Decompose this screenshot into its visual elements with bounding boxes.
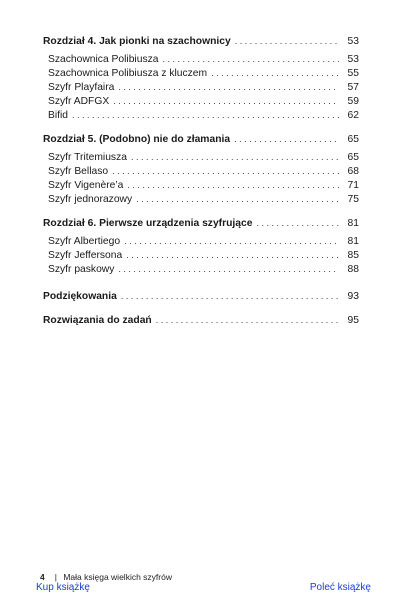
running-book-title: Mała księga wielkich szyfrów — [63, 572, 172, 582]
toc-entry-page: 57 — [347, 82, 359, 93]
toc-entry-title: Szyfr Playfaira — [48, 82, 115, 93]
toc-entry-page: 81 — [347, 236, 359, 247]
toc-entry-page: 68 — [347, 166, 359, 177]
recommend-book-link[interactable]: Poleć książkę — [309, 582, 371, 593]
table-of-contents — [43, 34, 359, 327]
toc-entry-page: 75 — [347, 194, 359, 205]
footer-separator: | — [54, 572, 57, 582]
toc-section — [43, 248, 359, 262]
buy-book-link[interactable]: Kup książkę — [36, 582, 90, 593]
toc-entry-page: 88 — [347, 264, 359, 275]
dot-leader — [72, 108, 339, 122]
toc-entry-title: Szyfr paskowy — [48, 264, 115, 275]
dot-leader — [136, 192, 339, 206]
toc-section — [43, 108, 359, 122]
dot-leader — [118, 80, 339, 94]
toc-section — [43, 164, 359, 178]
dot-leader — [118, 262, 339, 276]
toc-entry-page: 71 — [347, 180, 359, 191]
dot-leader — [235, 34, 339, 48]
dot-leader — [162, 52, 339, 66]
toc-entry-title: Rozdział 6. Pierwsze urządzenia szyfrujące — [43, 218, 253, 229]
toc-chapter-5 — [43, 132, 359, 146]
toc-chapter-4 — [43, 34, 359, 48]
toc-entry-page: 65 — [347, 134, 359, 145]
dot-leader — [124, 234, 339, 248]
dot-leader — [256, 216, 339, 230]
dot-leader — [113, 94, 339, 108]
toc-entry-title: Rozwiązania do zadań — [43, 315, 152, 326]
page-footer — [40, 572, 172, 582]
toc-entry-page: 65 — [347, 152, 359, 163]
toc-entry-title: Szyfr Albertiego — [48, 236, 121, 247]
toc-entry-title: Szachownica Polibiusza — [48, 54, 159, 65]
dot-leader — [127, 178, 339, 192]
toc-entry-title: Szyfr Tritemiusza — [48, 152, 127, 163]
toc-chapter-6 — [43, 216, 359, 230]
toc-entry-title: Podziękowania — [43, 291, 117, 302]
toc-entry-title: Bifid — [48, 110, 69, 121]
toc-section — [43, 192, 359, 206]
toc-entry-title: Szyfr Bellaso — [48, 166, 109, 177]
toc-section — [43, 80, 359, 94]
toc-entry-page: 53 — [347, 36, 359, 47]
toc-entry-title: Rozdział 5. (Podobno) nie do złamania — [43, 134, 231, 145]
dot-leader — [234, 132, 339, 146]
dot-leader — [156, 313, 339, 327]
toc-entry-title: Szyfr Jeffersona — [48, 250, 123, 261]
toc-entry-page: 85 — [347, 250, 359, 261]
page-number: 4 — [40, 572, 45, 582]
toc-entry-page: 53 — [347, 54, 359, 65]
dot-leader — [211, 66, 339, 80]
toc-entry-page: 55 — [347, 68, 359, 79]
toc-entry-page: 81 — [347, 218, 359, 229]
toc-section — [43, 262, 359, 276]
toc-entry-title: Rozdział 4. Jak pionki na szachownicy — [43, 36, 231, 47]
dot-leader — [112, 164, 339, 178]
toc-section — [43, 178, 359, 192]
toc-entry-title: Szachownica Polibiusza z kluczem — [48, 68, 208, 79]
dot-leader — [126, 248, 339, 262]
toc-solutions — [43, 313, 359, 327]
toc-acknowledgements — [43, 289, 359, 303]
toc-entry-page: 59 — [347, 96, 359, 107]
toc-section — [43, 94, 359, 108]
toc-entry-title: Szyfr ADFGX — [48, 96, 110, 107]
toc-entry-page: 93 — [347, 291, 359, 302]
dot-leader — [131, 150, 339, 164]
toc-section — [43, 52, 359, 66]
toc-entry-title: Szyfr Vigenère’a — [48, 180, 124, 191]
dot-leader — [121, 289, 339, 303]
toc-entry-page: 62 — [347, 110, 359, 121]
toc-section — [43, 66, 359, 80]
toc-section — [43, 150, 359, 164]
toc-entry-title: Szyfr jednorazowy — [48, 194, 133, 205]
toc-entry-page: 95 — [347, 315, 359, 326]
toc-section — [43, 234, 359, 248]
